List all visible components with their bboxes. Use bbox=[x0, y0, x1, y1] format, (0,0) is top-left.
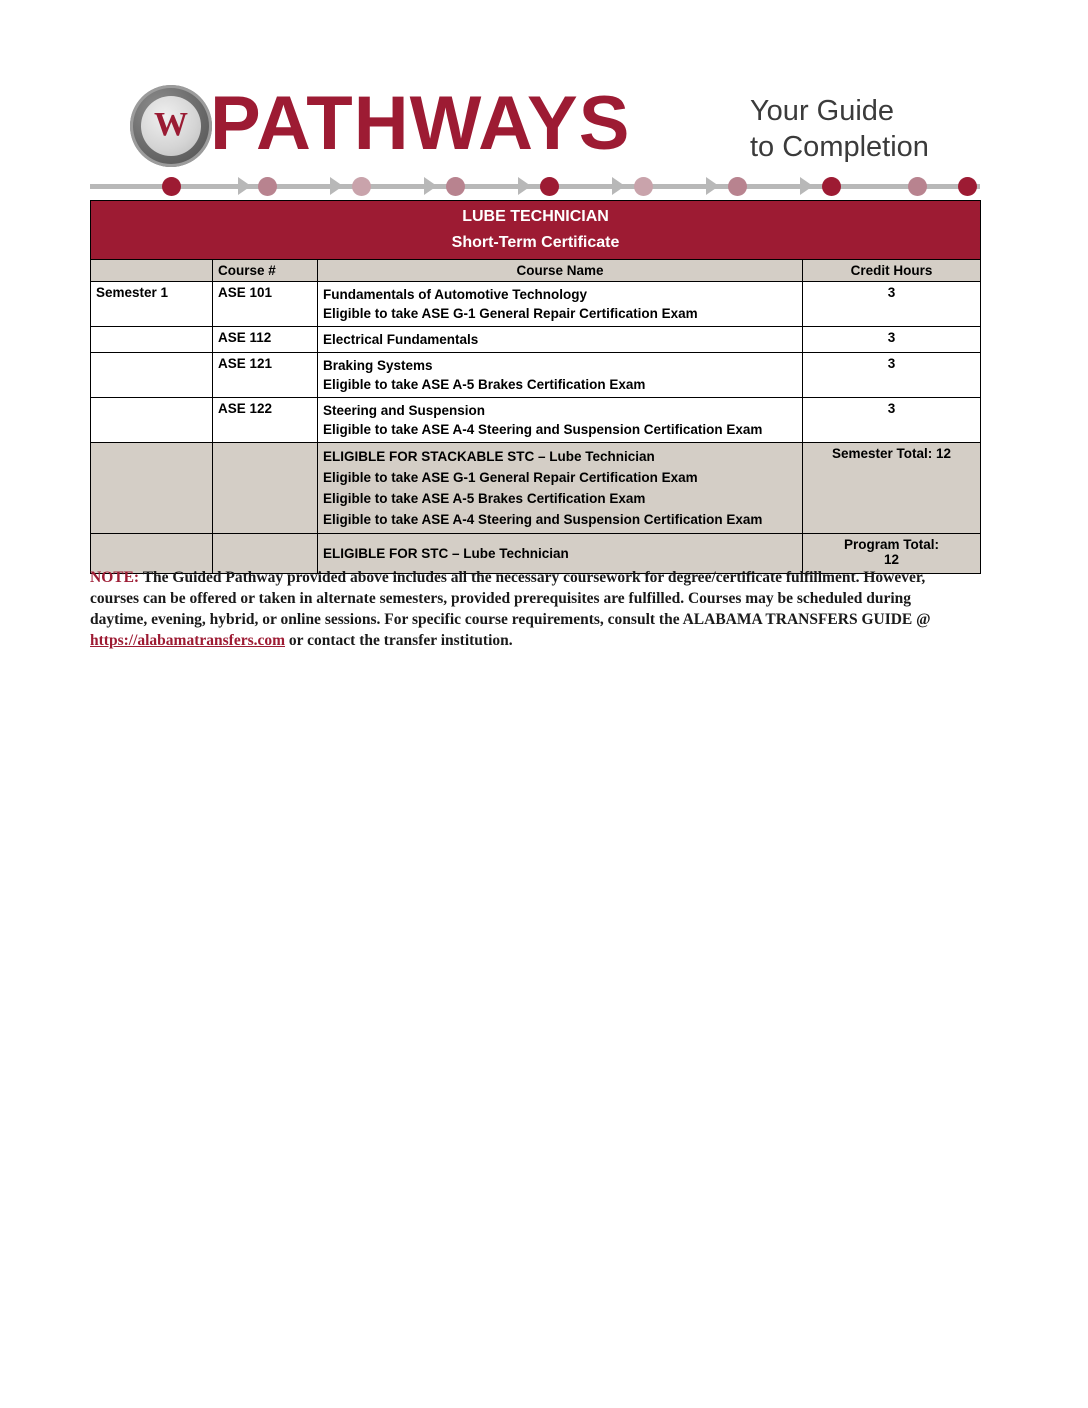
row-semester: Semester 1 bbox=[91, 282, 213, 327]
column-header-course-number: Course # bbox=[213, 260, 318, 282]
pathways-wordmark: PATHWAYS bbox=[210, 81, 631, 166]
column-header-semester bbox=[91, 260, 213, 282]
row-course-number: ASE 122 bbox=[213, 398, 318, 443]
row-credit-hours: 3 bbox=[803, 327, 981, 353]
row-course-title: Steering and Suspension bbox=[323, 403, 486, 418]
program-title: LUBE TECHNICIAN bbox=[462, 208, 609, 225]
band-dot-5 bbox=[540, 177, 559, 196]
arrow-band-bar bbox=[90, 184, 980, 189]
row-course-name-cell bbox=[318, 353, 803, 398]
seal-inner bbox=[141, 96, 201, 156]
stc-label-cell: ELIGIBLE FOR STC – Lube Technician bbox=[318, 534, 803, 574]
note-body-part-1: The Guided Pathway provided above includes all the necessary coursework for degree/certificate fulfillment. However, courses can be offered or taken in alternate semesters, provided prerequisites are fulfilled. Courses may be scheduled during daytime, evening, hybrid, or online sessions. For specific course requirements, consult the ALABAMA TRANSFERS GUIDE @ bbox=[90, 569, 931, 628]
band-arrow-5 bbox=[612, 177, 625, 195]
band-arrow-4 bbox=[518, 177, 531, 195]
semester-total-cell: Semester Total: 12 bbox=[803, 443, 981, 534]
stackable-line-3: Eligible to take ASE A-5 Brakes Certification Exam bbox=[323, 491, 646, 506]
band-arrow-3 bbox=[424, 177, 437, 195]
row-course-number: ASE 101 bbox=[213, 282, 318, 327]
row-course-note: Eligible to take ASE A-4 Steering and Suspension Certification Exam bbox=[323, 422, 763, 437]
row-semester bbox=[91, 327, 213, 353]
table-row bbox=[91, 398, 981, 443]
row-course-note: Eligible to take ASE A-5 Brakes Certification Exam bbox=[323, 377, 646, 392]
band-arrow-1 bbox=[238, 177, 251, 195]
band-arrow-6 bbox=[706, 177, 719, 195]
tagline-line-1: Your Guide bbox=[750, 95, 895, 127]
tagline-line-2: to Completion bbox=[750, 131, 929, 163]
stackable-blank-number bbox=[213, 443, 318, 534]
table-row bbox=[91, 353, 981, 398]
row-course-title: Fundamentals of Automotive Technology bbox=[323, 287, 588, 302]
row-course-name-cell bbox=[318, 282, 803, 327]
row-credit-hours: 3 bbox=[803, 282, 981, 327]
stackable-details-cell bbox=[318, 443, 803, 534]
band-dot-4 bbox=[446, 177, 465, 196]
pathway-table bbox=[90, 200, 981, 574]
band-dot-9 bbox=[908, 177, 927, 196]
table-row bbox=[91, 282, 981, 327]
row-credit-hours: 3 bbox=[803, 353, 981, 398]
row-course-title: Electrical Fundamentals bbox=[323, 332, 479, 347]
band-dot-7 bbox=[728, 177, 747, 196]
stackable-blank-semester bbox=[91, 443, 213, 534]
program-total-value: 12 bbox=[884, 552, 900, 567]
row-credit-hours: 3 bbox=[803, 398, 981, 443]
row-semester bbox=[91, 353, 213, 398]
row-semester bbox=[91, 398, 213, 443]
row-course-name-cell bbox=[318, 327, 803, 353]
table-row bbox=[91, 327, 981, 353]
band-dot-1 bbox=[162, 177, 181, 196]
band-dot-3 bbox=[352, 177, 371, 196]
row-course-number: ASE 112 bbox=[213, 327, 318, 353]
band-dot-6 bbox=[634, 177, 653, 196]
stackable-line-2: Eligible to take ASE G-1 General Repair Certification Exam bbox=[323, 470, 698, 485]
band-arrow-2 bbox=[330, 177, 343, 195]
seal-letter: W bbox=[154, 106, 188, 143]
pathways-header bbox=[90, 81, 980, 200]
column-header-credit-hours: Credit Hours bbox=[803, 260, 981, 282]
row-course-note: Eligible to take ASE G-1 General Repair Certification Exam bbox=[323, 306, 698, 321]
stackable-line-4: Eligible to take ASE A-4 Steering and Suspension Certification Exam bbox=[323, 512, 763, 527]
table-title-row bbox=[91, 201, 981, 260]
note-lead: NOTE: bbox=[90, 569, 140, 586]
band-arrow-7 bbox=[800, 177, 813, 195]
stackable-line-1: ELIGIBLE FOR STACKABLE STC – Lube Technician bbox=[323, 449, 655, 464]
note-body-part-2: or contact the transfer institution. bbox=[285, 632, 513, 649]
row-course-name-cell bbox=[318, 398, 803, 443]
band-dot-8 bbox=[822, 177, 841, 196]
wallace-seal-logo-icon bbox=[130, 85, 212, 167]
logo-row bbox=[90, 81, 980, 167]
program-title-cell bbox=[91, 201, 981, 260]
program-total-label: Program Total: bbox=[844, 537, 940, 552]
row-course-number: ASE 121 bbox=[213, 353, 318, 398]
program-subtitle: Short-Term Certificate bbox=[451, 234, 620, 251]
table-header-row bbox=[91, 260, 981, 282]
band-dot-2 bbox=[258, 177, 277, 196]
alabama-transfers-link[interactable]: https://alabamatransfers.com bbox=[90, 632, 286, 649]
stackable-certificate-row bbox=[91, 443, 981, 534]
pathway-table-wrapper bbox=[90, 200, 980, 574]
row-course-title: Braking Systems bbox=[323, 358, 433, 373]
pathways-tagline bbox=[750, 93, 929, 165]
note-paragraph bbox=[90, 567, 970, 651]
progress-arrow-band bbox=[90, 173, 980, 199]
band-dot-10 bbox=[958, 177, 977, 196]
column-header-course-name: Course Name bbox=[318, 260, 803, 282]
